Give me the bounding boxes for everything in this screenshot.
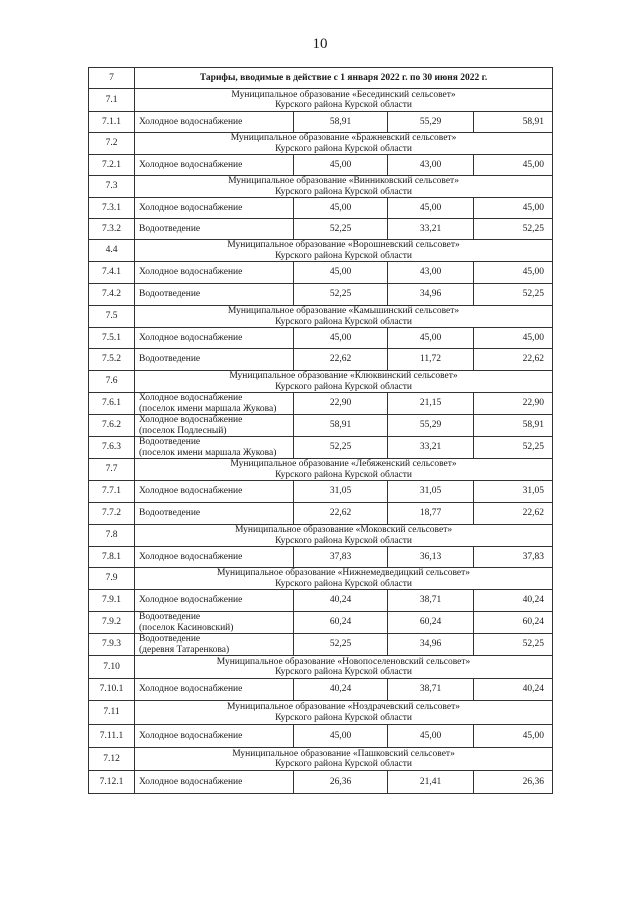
row-number: 7.6.3 (89, 437, 135, 459)
row-number: 4.4 (89, 240, 135, 262)
municipality-line1: Муниципальное образование «Ноздрачевский сельсовет» (227, 702, 460, 712)
row-number: 7.3 (89, 176, 135, 198)
tariff-value-2: 55,29 (388, 415, 474, 437)
municipality-name (135, 176, 553, 198)
municipality-row (89, 371, 553, 393)
service-name-line2: (поселок имени маршала Жукова) (139, 447, 277, 458)
service-name-line2: (поселок Подлесный) (139, 425, 227, 436)
tariff-row (89, 415, 553, 437)
tariff-value-1: 52,25 (294, 219, 388, 240)
tariff-row (89, 198, 553, 219)
service-name (135, 437, 294, 459)
service-name (135, 284, 294, 306)
municipality-line1: Муниципальное образование «Моковский сельсовет» (234, 525, 453, 535)
municipality-name (135, 701, 553, 725)
municipality-name (135, 525, 553, 547)
municipality-line2: Курского района Курской области (275, 712, 412, 723)
tariff-value-3: 22,62 (474, 349, 553, 371)
municipality-name (135, 89, 553, 112)
row-number: 7.8.1 (89, 547, 135, 568)
row-number: 7.5 (89, 306, 135, 328)
municipality-row (89, 701, 553, 725)
tariff-value-2: 31,05 (388, 481, 474, 503)
municipality-row (89, 656, 553, 679)
tariff-value-1: 22,62 (294, 503, 388, 525)
tariff-value-3: 22,90 (474, 393, 553, 415)
municipality-line1: Муниципальное образование «Камышинский сельсовет» (227, 306, 460, 316)
tariff-row (89, 503, 553, 525)
tariff-value-1: 45,00 (294, 262, 388, 284)
service-name (135, 112, 294, 133)
row-number: 7.6.2 (89, 415, 135, 437)
row-number: 7.11.1 (89, 725, 135, 748)
municipality-row (89, 240, 553, 262)
row-number: 7.6 (89, 371, 135, 393)
tariff-value-2: 45,00 (388, 198, 474, 219)
tariff-value-2: 11,72 (388, 349, 474, 371)
municipality-line2: Курского района Курской области (275, 578, 412, 589)
municipality-line2: Курского района Курской области (275, 143, 412, 154)
service-name-line2: (поселок Касиновский) (139, 622, 234, 633)
row-number: 7.9 (89, 568, 135, 590)
municipality-line1: Муниципальное образование «Лебяженский сельсовет» (230, 459, 457, 469)
tariff-value-1: 45,00 (294, 725, 388, 748)
service-name-line1: Водоотведение (139, 289, 201, 300)
tariff-value-1: 58,91 (294, 112, 388, 133)
service-name-line1: Холодное водоснабжение (139, 486, 243, 497)
municipality-line1: Муниципальное образование «Винниковский сельсовет» (228, 176, 459, 186)
municipality-row (89, 525, 553, 547)
municipality-name (135, 306, 553, 328)
tariff-value-1: 58,91 (294, 415, 388, 437)
service-name-line1: Холодное водоснабжение (139, 116, 243, 127)
tariff-value-1: 22,62 (294, 349, 388, 371)
tariff-value-1: 40,24 (294, 679, 388, 701)
tariff-value-3: 45,00 (474, 198, 553, 219)
row-number: 7.10 (89, 656, 135, 679)
tariff-value-3: 45,00 (474, 328, 553, 349)
service-name-line1: Холодное водоснабжение (139, 332, 243, 343)
tariff-row (89, 284, 553, 306)
municipality-line1: Муниципальное образование «Новопоселеновский сельсовет» (216, 656, 471, 667)
tariff-value-1: 45,00 (294, 155, 388, 176)
service-name (135, 771, 294, 794)
tariff-value-1: 26,36 (294, 771, 388, 794)
row-number: 7.7.1 (89, 481, 135, 503)
tariff-value-2: 55,29 (388, 112, 474, 133)
tariff-value-1: 52,25 (294, 284, 388, 306)
table-header-row (89, 68, 553, 89)
tariff-value-1: 31,05 (294, 481, 388, 503)
service-name-line1: Водоотведение (139, 223, 201, 234)
service-name-line1: Водоотведение (139, 354, 201, 365)
service-name-line1: Холодное водоснабжение (139, 595, 243, 606)
row-number: 7.4.1 (89, 262, 135, 284)
municipality-line2: Курского района Курской области (275, 100, 412, 110)
service-name-line1: Водоотведение (139, 437, 201, 447)
service-name-line1: Холодное водоснабжение (139, 776, 243, 787)
municipality-name (135, 371, 553, 393)
municipality-line1: Муниципальное образование «Пашковский сельсовет» (232, 748, 455, 759)
municipality-line2: Курского района Курской области (275, 667, 412, 677)
tariff-value-2: 43,00 (388, 155, 474, 176)
tariff-row (89, 679, 553, 701)
service-name (135, 393, 294, 415)
tariff-value-1: 60,24 (294, 612, 388, 634)
tariff-value-2: 21,41 (388, 771, 474, 794)
service-name-line2: (деревня Татаренкова) (139, 644, 230, 655)
municipality-line2: Курского района Курской области (275, 759, 412, 769)
tariff-value-2: 18,77 (388, 503, 474, 525)
row-number: 7.11 (89, 701, 135, 725)
tariff-value-3: 52,25 (474, 219, 553, 240)
service-name-line1: Водоотведение (139, 508, 201, 519)
service-name-line2: (поселок имени маршала Жукова) (139, 403, 277, 414)
municipality-line1: Муниципальное образование «Клюквинский сельсовет» (229, 371, 458, 381)
row-number: 7.9.2 (89, 612, 135, 634)
municipality-name (135, 568, 553, 590)
tariff-value-3: 40,24 (474, 590, 553, 612)
tariff-row (89, 771, 553, 794)
row-number: 7.1.1 (89, 112, 135, 133)
tariff-value-3: 45,00 (474, 262, 553, 284)
municipality-row (89, 748, 553, 771)
header-num: 7 (89, 68, 135, 89)
tariff-value-1: 52,25 (294, 437, 388, 459)
municipality-name (135, 459, 553, 481)
service-name-line1: Холодное водоснабжение (139, 267, 243, 278)
tariff-row (89, 219, 553, 240)
tariff-value-2: 34,96 (388, 284, 474, 306)
service-name-line1: Холодное водоснабжение (139, 551, 243, 562)
service-name-line1: Холодное водоснабжение (139, 684, 243, 695)
row-number: 7.9.3 (89, 634, 135, 656)
service-name (135, 547, 294, 568)
municipality-line2: Курского района Курской области (275, 186, 412, 197)
row-number: 7.5.2 (89, 349, 135, 371)
tariff-row (89, 547, 553, 568)
tariff-row (89, 481, 553, 503)
tariff-value-3: 22,62 (474, 503, 553, 525)
row-number: 7.7.2 (89, 503, 135, 525)
row-number: 7.10.1 (89, 679, 135, 701)
tariff-value-1: 40,24 (294, 590, 388, 612)
tariff-value-3: 26,36 (474, 771, 553, 794)
tariff-value-2: 45,00 (388, 725, 474, 748)
row-number: 7.12.1 (89, 771, 135, 794)
municipality-row (89, 89, 553, 112)
municipality-row (89, 568, 553, 590)
service-name (135, 155, 294, 176)
service-name (135, 634, 294, 656)
tariff-row (89, 155, 553, 176)
row-number: 7.2.1 (89, 155, 135, 176)
row-number: 7.7 (89, 459, 135, 481)
tariff-value-3: 52,25 (474, 437, 553, 459)
tariff-value-3: 31,05 (474, 481, 553, 503)
tariff-row (89, 725, 553, 748)
municipality-name (135, 748, 553, 771)
service-name (135, 219, 294, 240)
service-name-line1: Холодное водоснабжение (139, 393, 243, 403)
row-number: 7.12 (89, 748, 135, 771)
tariff-row (89, 590, 553, 612)
service-name-line1: Холодное водоснабжение (139, 415, 243, 425)
tariff-table (88, 67, 553, 794)
tariff-value-1: 37,83 (294, 547, 388, 568)
municipality-row (89, 176, 553, 198)
municipality-name (135, 133, 553, 155)
tariff-row (89, 634, 553, 656)
municipality-line1: Муниципальное образование «Бражневский сельсовет» (230, 133, 457, 143)
tariff-value-2: 34,96 (388, 634, 474, 656)
tariff-value-3: 58,91 (474, 415, 553, 437)
municipality-line1: Муниципальное образование «Ворошневский сельсовет» (227, 240, 460, 250)
service-name (135, 590, 294, 612)
tariff-value-2: 38,71 (388, 679, 474, 701)
municipality-line2: Курского района Курской области (275, 250, 412, 261)
row-number: 7.8 (89, 525, 135, 547)
tariff-value-3: 45,00 (474, 155, 553, 176)
tariff-row (89, 612, 553, 634)
municipality-name (135, 656, 553, 679)
service-name-line1: Холодное водоснабжение (139, 730, 243, 741)
row-number: 7.3.2 (89, 219, 135, 240)
tariff-value-2: 45,00 (388, 328, 474, 349)
service-name (135, 725, 294, 748)
municipality-line2: Курского района Курской области (275, 381, 412, 392)
tariff-value-1: 45,00 (294, 328, 388, 349)
service-name (135, 679, 294, 701)
service-name (135, 612, 294, 634)
service-name-line1: Холодное водоснабжение (139, 159, 243, 170)
tariff-row (89, 349, 553, 371)
tariff-value-3: 37,83 (474, 547, 553, 568)
tariff-row (89, 112, 553, 133)
tariff-value-2: 60,24 (388, 612, 474, 634)
tariff-value-3: 60,24 (474, 612, 553, 634)
tariff-value-3: 45,00 (474, 725, 553, 748)
municipality-line1: Муниципальное образование «Бесединский сельсовет» (231, 89, 456, 100)
municipality-line2: Курского района Курской области (275, 469, 412, 480)
table-title: Тарифы, вводимые в действие с 1 января 2022 г. по 30 июня 2022 г. (135, 68, 553, 89)
row-number: 7.6.1 (89, 393, 135, 415)
tariff-row (89, 437, 553, 459)
service-name-line1: Водоотведение (139, 634, 201, 644)
municipality-row (89, 306, 553, 328)
tariff-row (89, 393, 553, 415)
service-name-line1: Холодное водоснабжение (139, 202, 243, 213)
municipality-name (135, 240, 553, 262)
tariff-value-2: 43,00 (388, 262, 474, 284)
tariff-value-2: 38,71 (388, 590, 474, 612)
municipality-line2: Курского района Курской области (275, 316, 412, 327)
page-number: 10 (312, 36, 328, 52)
tariff-row (89, 262, 553, 284)
service-name (135, 481, 294, 503)
municipality-line1: Муниципальное образование «Нижнемедведицкий сельсовет» (217, 568, 470, 578)
municipality-row (89, 459, 553, 481)
tariff-value-2: 33,21 (388, 437, 474, 459)
service-name (135, 198, 294, 219)
tariff-value-1: 22,90 (294, 393, 388, 415)
row-number: 7.4.2 (89, 284, 135, 306)
tariff-value-3: 58,91 (474, 112, 553, 133)
tariff-value-1: 52,25 (294, 634, 388, 656)
tariff-value-2: 36,13 (388, 547, 474, 568)
service-name (135, 328, 294, 349)
row-number: 7.1 (89, 89, 135, 112)
service-name (135, 262, 294, 284)
service-name (135, 415, 294, 437)
row-number: 7.3.1 (89, 198, 135, 219)
tariff-value-2: 33,21 (388, 219, 474, 240)
service-name (135, 349, 294, 371)
row-number: 7.5.1 (89, 328, 135, 349)
municipality-line2: Курского района Курской области (275, 535, 412, 546)
tariff-value-2: 21,15 (388, 393, 474, 415)
municipality-row (89, 133, 553, 155)
service-name-line1: Водоотведение (139, 612, 201, 622)
tariff-value-3: 40,24 (474, 679, 553, 701)
row-number: 7.2 (89, 133, 135, 155)
service-name (135, 503, 294, 525)
tariff-value-3: 52,25 (474, 284, 553, 306)
tariff-value-3: 52,25 (474, 634, 553, 656)
tariff-row (89, 328, 553, 349)
tariff-value-1: 45,00 (294, 198, 388, 219)
row-number: 7.9.1 (89, 590, 135, 612)
